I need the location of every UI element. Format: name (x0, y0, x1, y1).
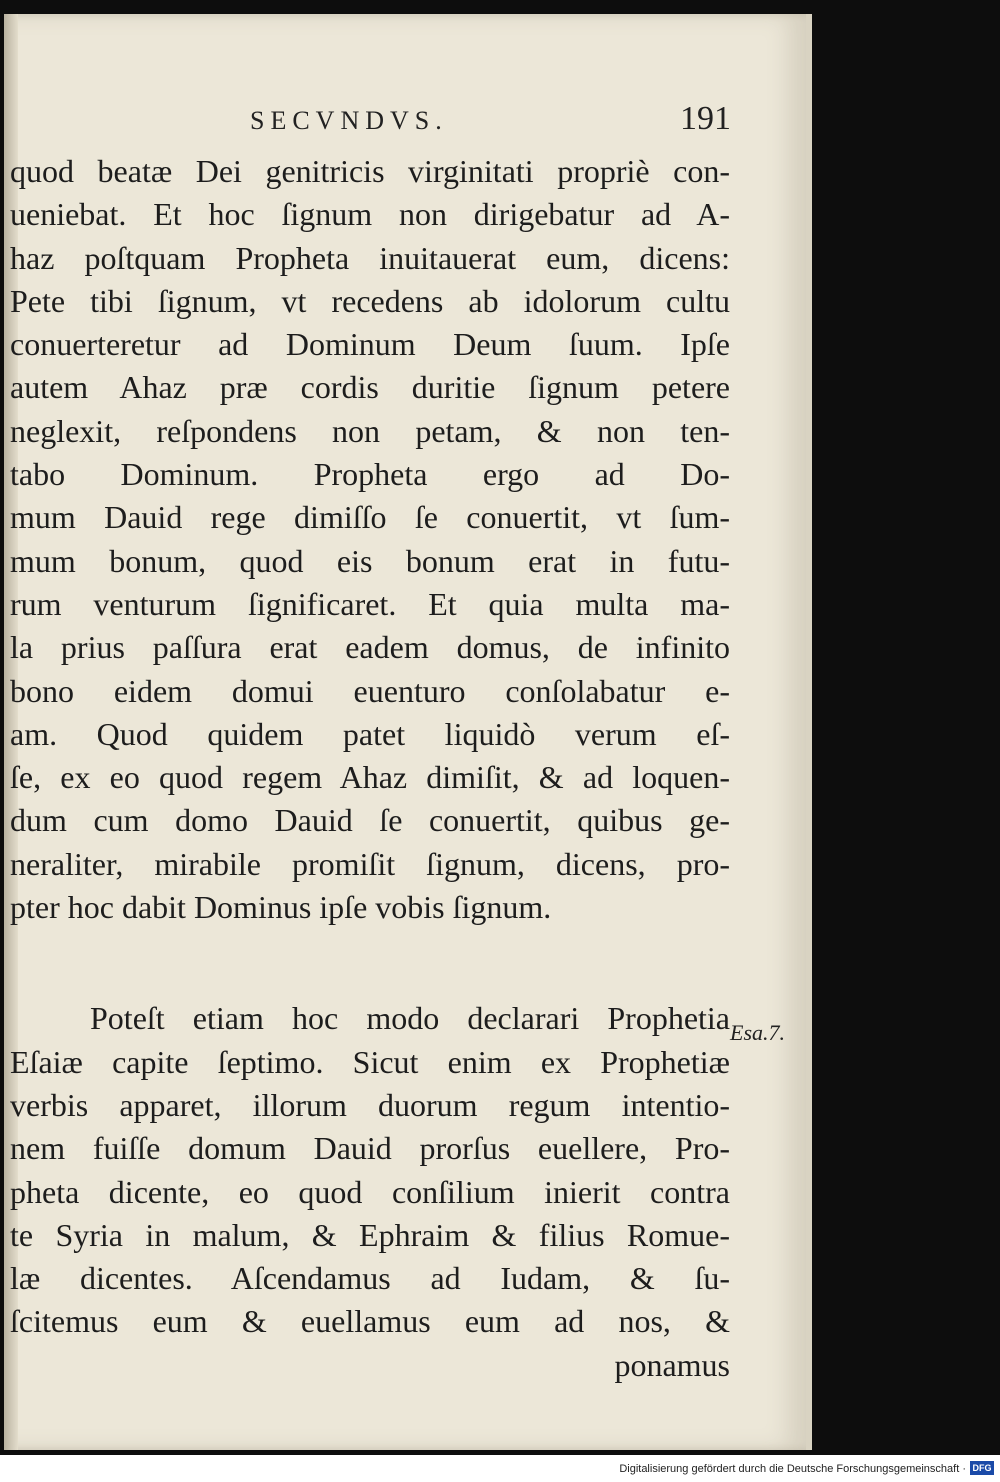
text-line: mum Dauid rege dimiſſo ſe conuertit, vt ſum- (10, 499, 730, 536)
text-line: haz poſtquam Propheta inuitauerat eum, dicens: (10, 239, 730, 276)
text-line: ueniebat. Et hoc ſignum non dirigebatur ad A- (10, 196, 730, 233)
text-line: am. Quod quidem patet liquidò verum eſ- (10, 715, 730, 752)
text-line: pheta dicente, eo quod conſilium inierit contra (10, 1173, 730, 1210)
text-line: neraliter, mirabile promiſit ſignum, dicens, pro- (10, 845, 730, 882)
margin-note: Esa.7. (730, 1020, 785, 1045)
text-line: læ dicentes. Aſcendamus ad Iudam, & ſu- (10, 1260, 730, 1297)
text-line: Eſaiæ capite ſeptimo. Sicut enim ex Prophetiæ (10, 1043, 730, 1080)
running-head: SECVNDVS. (250, 106, 448, 135)
text-line: mum bonum, quod eis bonum erat in futu- (10, 542, 730, 579)
text-line: pter hoc dabit Dominus ipſe vobis ſignum. (10, 889, 552, 926)
text-line: rum venturum ſignificaret. Et quia multa ma- (10, 585, 730, 622)
text-line: ſcitemus eum & euellamus eum ad nos, & (10, 1303, 730, 1340)
digitization-credit: Digitalisierung gefördert durch die Deutsche Forschungsgemeinschaft · (619, 1463, 966, 1475)
text-line: bono eidem domui euenturo conſolabatur e- (10, 672, 730, 709)
page-number: 191 (680, 100, 731, 137)
text-line: neglexit, reſpondens non petam, & non ten- (10, 412, 730, 449)
text-line: nem fuiſſe domum Dauid prorſus euellere, Pro- (10, 1130, 730, 1167)
dfg-logo-icon: DFG (970, 1461, 994, 1475)
text-line: Pete tibi ſignum, vt recedens ab idolorum cultu (10, 282, 730, 319)
text-line: autem Ahaz præ cordis duritie ſignum petere (10, 369, 730, 406)
text-line: ſe, ex eo quod regem Ahaz dimiſit, & ad loquen- (10, 759, 730, 796)
text-line: quod beatæ Dei genitricis virginitati propriè con- (10, 153, 730, 189)
body-text (10, 150, 730, 1387)
text-line: te Syria in malum, & Ephraim & filius Romue- (10, 1216, 730, 1253)
text-line: verbis apparet, illorum duorum regum intentio- (10, 1086, 730, 1123)
catchword: ponamus (614, 1346, 730, 1383)
text-line: conuerteretur ad Dominum Deum ſuum. Ipſe (10, 326, 730, 363)
text-line: tabo Dominum. Propheta ergo ad Do- (10, 456, 730, 493)
text-line: la prius paſſura erat eadem domus, de infinito (10, 629, 730, 666)
text-line: dum cum domo Dauid ſe conuertit, quibus ge- (10, 802, 730, 839)
text-line: Poteſt etiam hoc modo declarari Prophetia (90, 1000, 730, 1037)
paragraph-break (10, 929, 730, 997)
